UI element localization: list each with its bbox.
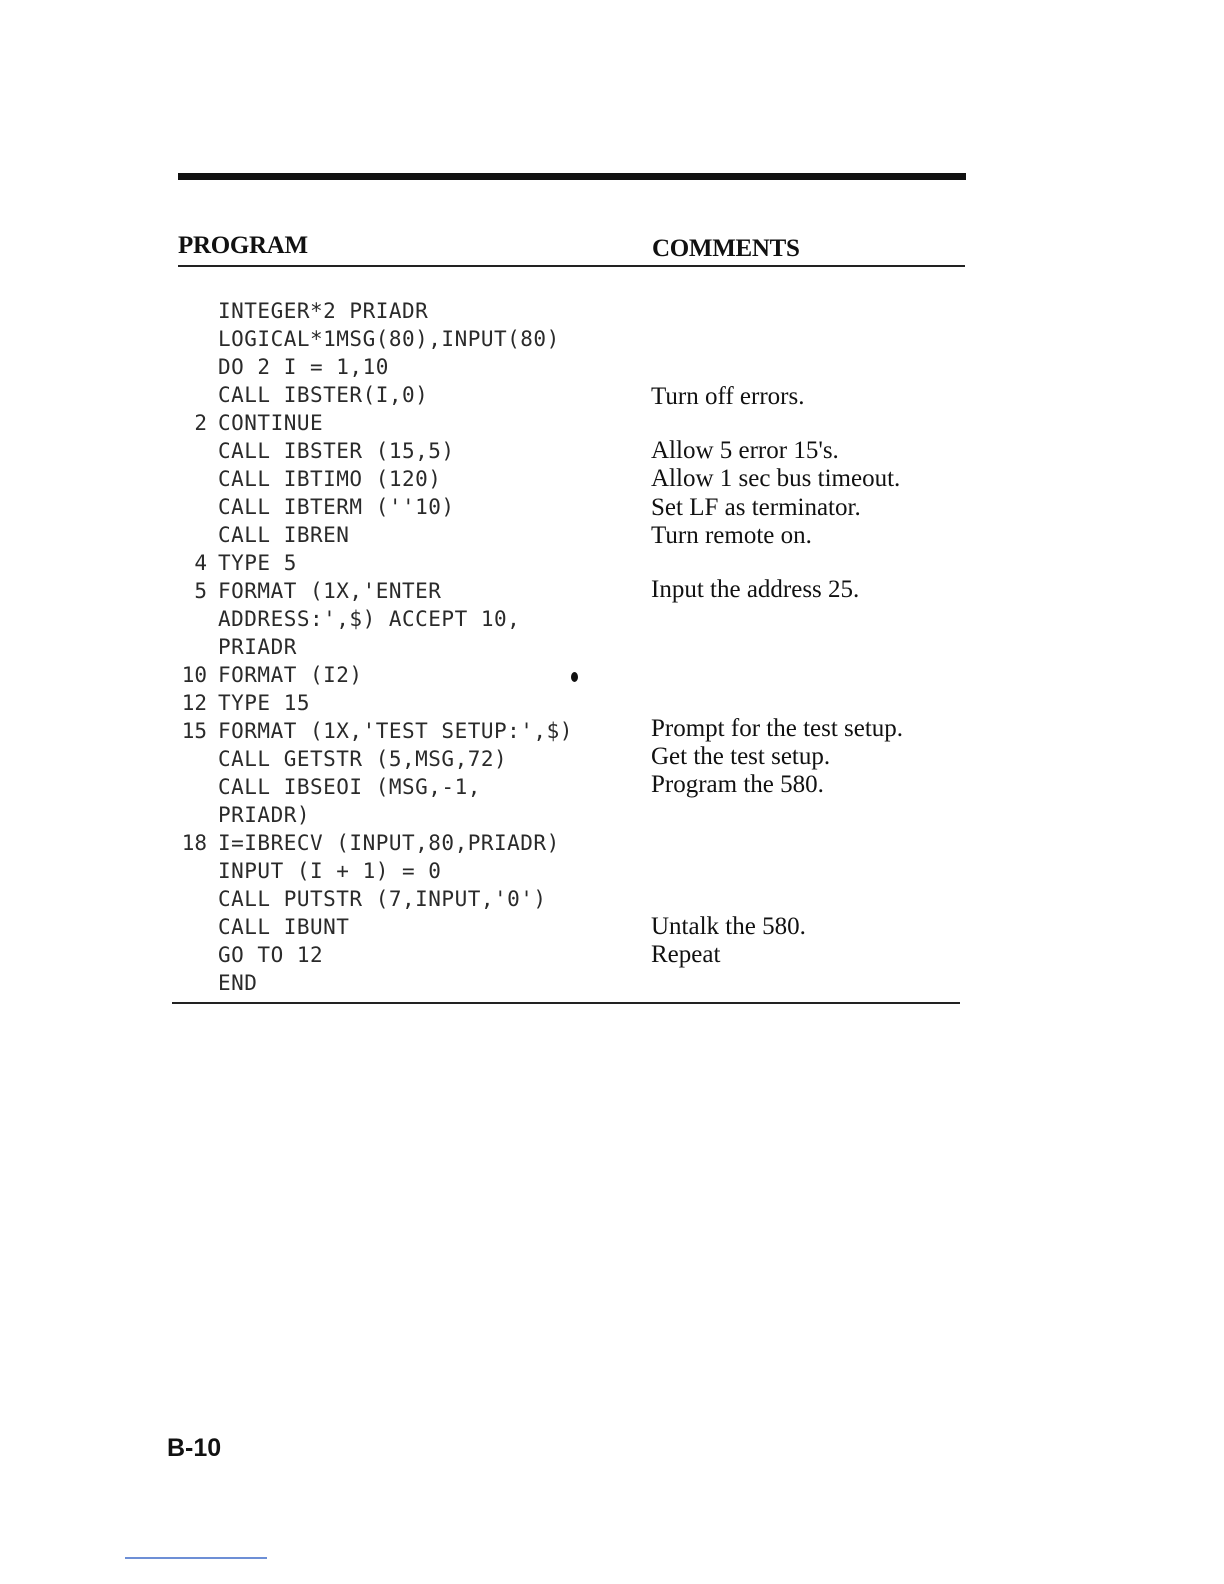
code-statement: INTEGER*2 PRIADR [218,299,429,323]
line-comment: Get the test setup. [651,743,831,770]
code-statement: I=IBRECV (INPUT,80,PRIADR) [218,831,560,855]
comments-column-header: COMMENTS [652,235,800,262]
code-statement: FORMAT (1X,'TEST SETUP:',$) [218,719,573,743]
program-line [0,409,1224,437]
program-line [0,689,1224,717]
code-statement: CALL IBREN [218,523,350,547]
program-line [0,969,1224,997]
code-statement: CALL GETSTR (5,MSG,72) [218,747,508,771]
statement-label: 18 [181,831,207,855]
top-rule [178,173,966,180]
program-line [0,325,1224,353]
code-statement: CALL IBUNT [218,915,350,939]
statement-label: 10 [181,663,207,687]
code-statement: TYPE 15 [218,691,311,715]
program-line [0,353,1224,381]
footer-line [125,1557,267,1559]
code-statement: CALL IBTERM (''10) [218,495,455,519]
program-line [0,941,1224,969]
code-statement: PRIADR) [218,803,311,827]
bottom-rule [172,1002,960,1004]
statement-label: 4 [194,551,207,575]
program-line [0,717,1224,745]
line-comment: Allow 1 sec bus timeout. [651,465,901,492]
header-rule [178,265,965,267]
statement-label: 2 [194,411,207,435]
statement-label: 5 [194,579,207,603]
code-statement: LOGICAL*1MSG(80),INPUT(80) [218,327,560,351]
line-comment: Allow 5 error 15's. [651,437,839,464]
line-comment: Repeat [651,941,721,968]
program-column-header: PROGRAM [178,232,308,259]
program-line [0,745,1224,773]
line-comment: Input the address 25. [651,576,860,603]
program-line [0,381,1224,409]
stray-dot-mark [571,672,578,682]
code-statement: CONTINUE [218,411,324,435]
statement-label: 15 [181,719,207,743]
code-statement: PRIADR [218,635,297,659]
program-line [0,297,1224,325]
code-statement: CALL IBSTER (15,5) [218,439,455,463]
program-line [0,493,1224,521]
program-line [0,913,1224,941]
code-statement: CALL IBSEOI (MSG,-1, [218,775,481,799]
program-line [0,521,1224,549]
page-number: B-10 [167,1434,222,1462]
program-line [0,633,1224,661]
code-statement: CALL PUTSTR (7,INPUT,'0') [218,887,547,911]
code-statement: END [218,971,258,995]
program-line [0,829,1224,857]
code-statement: TYPE 5 [218,551,297,575]
program-line [0,465,1224,493]
line-comment: Turn remote on. [651,522,812,549]
program-line [0,549,1224,577]
statement-label: 12 [181,691,207,715]
program-line [0,773,1224,801]
code-statement: ADDRESS:',$) ACCEPT 10, [218,607,521,631]
code-statement: FORMAT (I2) [218,663,363,687]
program-line [0,857,1224,885]
program-line [0,661,1224,689]
code-statement: DO 2 I = 1,10 [218,355,389,379]
program-line [0,885,1224,913]
code-statement: CALL IBSTER(I,0) [218,383,429,407]
code-statement: FORMAT (1X,'ENTER [218,579,442,603]
line-comment: Untalk the 580. [651,913,806,940]
code-statement: GO TO 12 [218,943,324,967]
line-comment: Set LF as terminator. [651,494,861,521]
program-line [0,437,1224,465]
program-line [0,801,1224,829]
line-comment: Turn off errors. [651,383,805,410]
program-line [0,605,1224,633]
line-comment: Prompt for the test setup. [651,715,904,742]
program-line [0,577,1224,605]
code-statement: INPUT (I + 1) = 0 [218,859,442,883]
code-statement: CALL IBTIMO (120) [218,467,442,491]
line-comment: Program the 580. [651,771,824,798]
